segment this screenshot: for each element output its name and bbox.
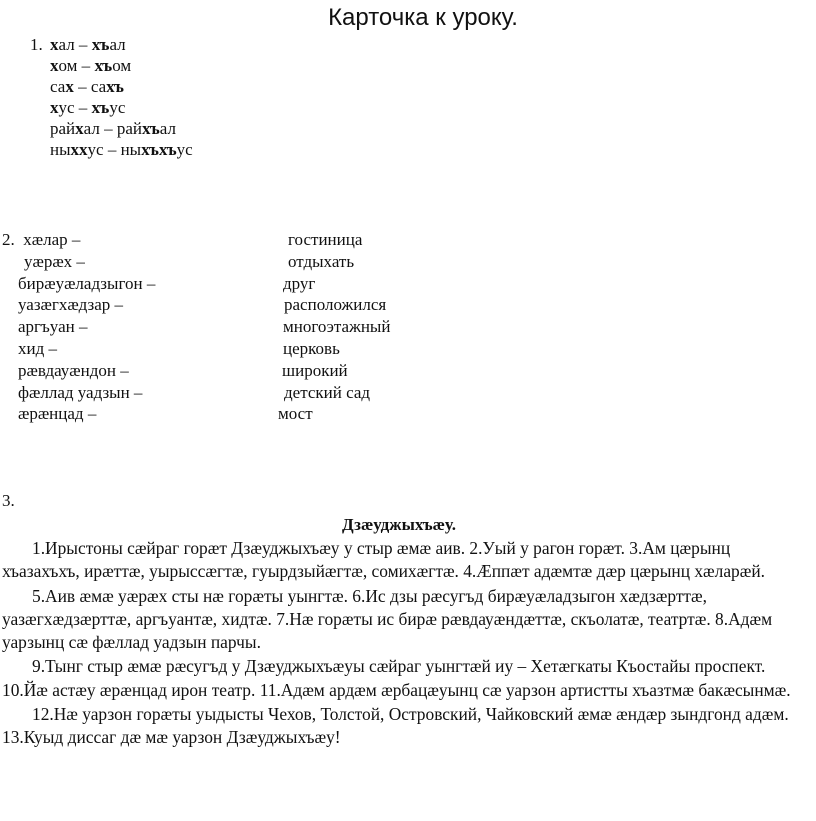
vocab-ossetian: бирæуæладзыгон – [18, 273, 156, 293]
vocab-ossetian: 2. хæлар – [2, 230, 81, 249]
pair-segment: – са [73, 77, 107, 96]
pair-segment: хъ [141, 119, 160, 138]
pair-segment: ус [176, 140, 193, 159]
pair-segment: х [50, 98, 59, 117]
section-3-text [2, 537, 802, 751]
pair-segment: рай [50, 119, 76, 138]
vocab-ossetian: хид – [18, 338, 57, 358]
pair-segment: ом – [58, 56, 95, 75]
word-pair [50, 98, 125, 117]
word-pair-row [30, 76, 193, 97]
section-3-number: 3. [2, 491, 15, 510]
pair-segment: ом [112, 56, 132, 75]
word-pair-row [30, 118, 193, 139]
vocab-ossetian: фæллад уадзын – [18, 382, 143, 402]
vocab-russian: многоэтажный [283, 317, 391, 337]
pair-segment: хъхъ [141, 140, 177, 159]
word-pair [50, 35, 126, 54]
word-pair-row [30, 55, 193, 76]
word-pair-row [30, 34, 193, 55]
vocab-ossetian: уæрæх – [24, 251, 85, 271]
section-2-number: 2. [2, 230, 15, 249]
pair-segment: х [65, 77, 74, 96]
vocab-russian: мост [278, 404, 313, 424]
vocab-russian: отдыхать [288, 251, 355, 271]
vocab-ossetian: рæвдауæндон – [18, 360, 129, 380]
pair-segment: са [50, 77, 66, 96]
pair-segment: ал – рай [83, 119, 142, 138]
pair-segment: хх [70, 140, 88, 159]
pair-segment: ус – ны [87, 140, 142, 159]
word-pair [50, 56, 131, 75]
vocab-ossetian: æрæнцад – [18, 404, 97, 424]
pair-segment: ал [159, 119, 176, 138]
word-pair-row [30, 139, 193, 160]
vocab-russian: широкий [282, 360, 348, 380]
vocab-ossetian: уазæгхæдзар – [18, 295, 124, 315]
pair-segment: хъ [94, 56, 113, 75]
pair-segment: ны [50, 140, 71, 159]
text-paragraph: 9.Тынг стыр æмæ рæсугъд у Дзæуджыхъæуы сæйраг уынгтæй иу – Хетæгкаты Къостайы проспект. 10.Йæ астæу æрæнцад ирон театр. 11.Адæм ардæм æрбацæуынц сæ уарзон артистты хъазтмæ бакæсынмæ. [2, 656, 791, 700]
pair-segment: хъ [91, 35, 110, 54]
word-pair [50, 119, 176, 138]
vocab-russian: гостиница [288, 230, 363, 249]
pair-segment: х [50, 56, 59, 75]
section-1-number: 1. [30, 35, 43, 54]
text-paragraph: 5.Аив æмæ уæрæх сты нæ горæты уынгтæ. 6.Ис дзы рæсугъд бирæуæладзыгон хæдзæрттæ, уазæгхæдзæрттæ, аргъуантæ, хидтæ. 7.Нæ горæты ис бирæ рæвдауæндæттæ, скъолатæ, театртæ. 8.Адæм уарзынц сæ фæллад уадзын парчы. [2, 585, 773, 653]
pair-segment: ал – [58, 35, 92, 54]
text-paragraph: 12.Нæ уарзон горæты уыдысты Чехов, Толстой, Островский, Чайковский æмæ æндæр зындгонд адæм. 13.Куыд диссаг дæ мæ уарзон Дзæуджыхъæу! [2, 704, 789, 748]
pair-segment: ус – [58, 98, 92, 117]
vocab-russian: друг [283, 273, 316, 293]
pair-segment: х [75, 119, 84, 138]
pair-segment: хъ [106, 77, 124, 96]
section-3-heading: Дзæуджыхъæу. [342, 515, 456, 534]
vocab-russian: детский сад [284, 382, 371, 402]
pair-segment: х [50, 35, 59, 54]
pair-segment: ус [109, 98, 126, 117]
vocab-russian: церковь [283, 338, 340, 358]
pair-segment: хъ [91, 98, 110, 117]
text-paragraph: 1.Ирыстоны сæйраг горæт Дзæуджыхъæу у стыр æмæ аив. 2.Уый у рагон горæт. 3.Ам цæрынц хъазахъхъ, ирæттæ, уырыссæгтæ, гуырдзыйæгтæ, сомихæгтæ. 4.Æппæт адæмтæ дæр цæрынц хæларæй. [2, 538, 766, 582]
word-pair-row [30, 97, 193, 118]
vocab-russian: расположился [284, 295, 387, 315]
section-1 [30, 34, 193, 160]
page-title: Карточка к уроку. [328, 4, 518, 31]
word-pair [50, 140, 193, 159]
pair-segment: ал [109, 35, 126, 54]
word-pair [50, 77, 124, 96]
vocab-ossetian: аргъуан – [18, 317, 88, 337]
